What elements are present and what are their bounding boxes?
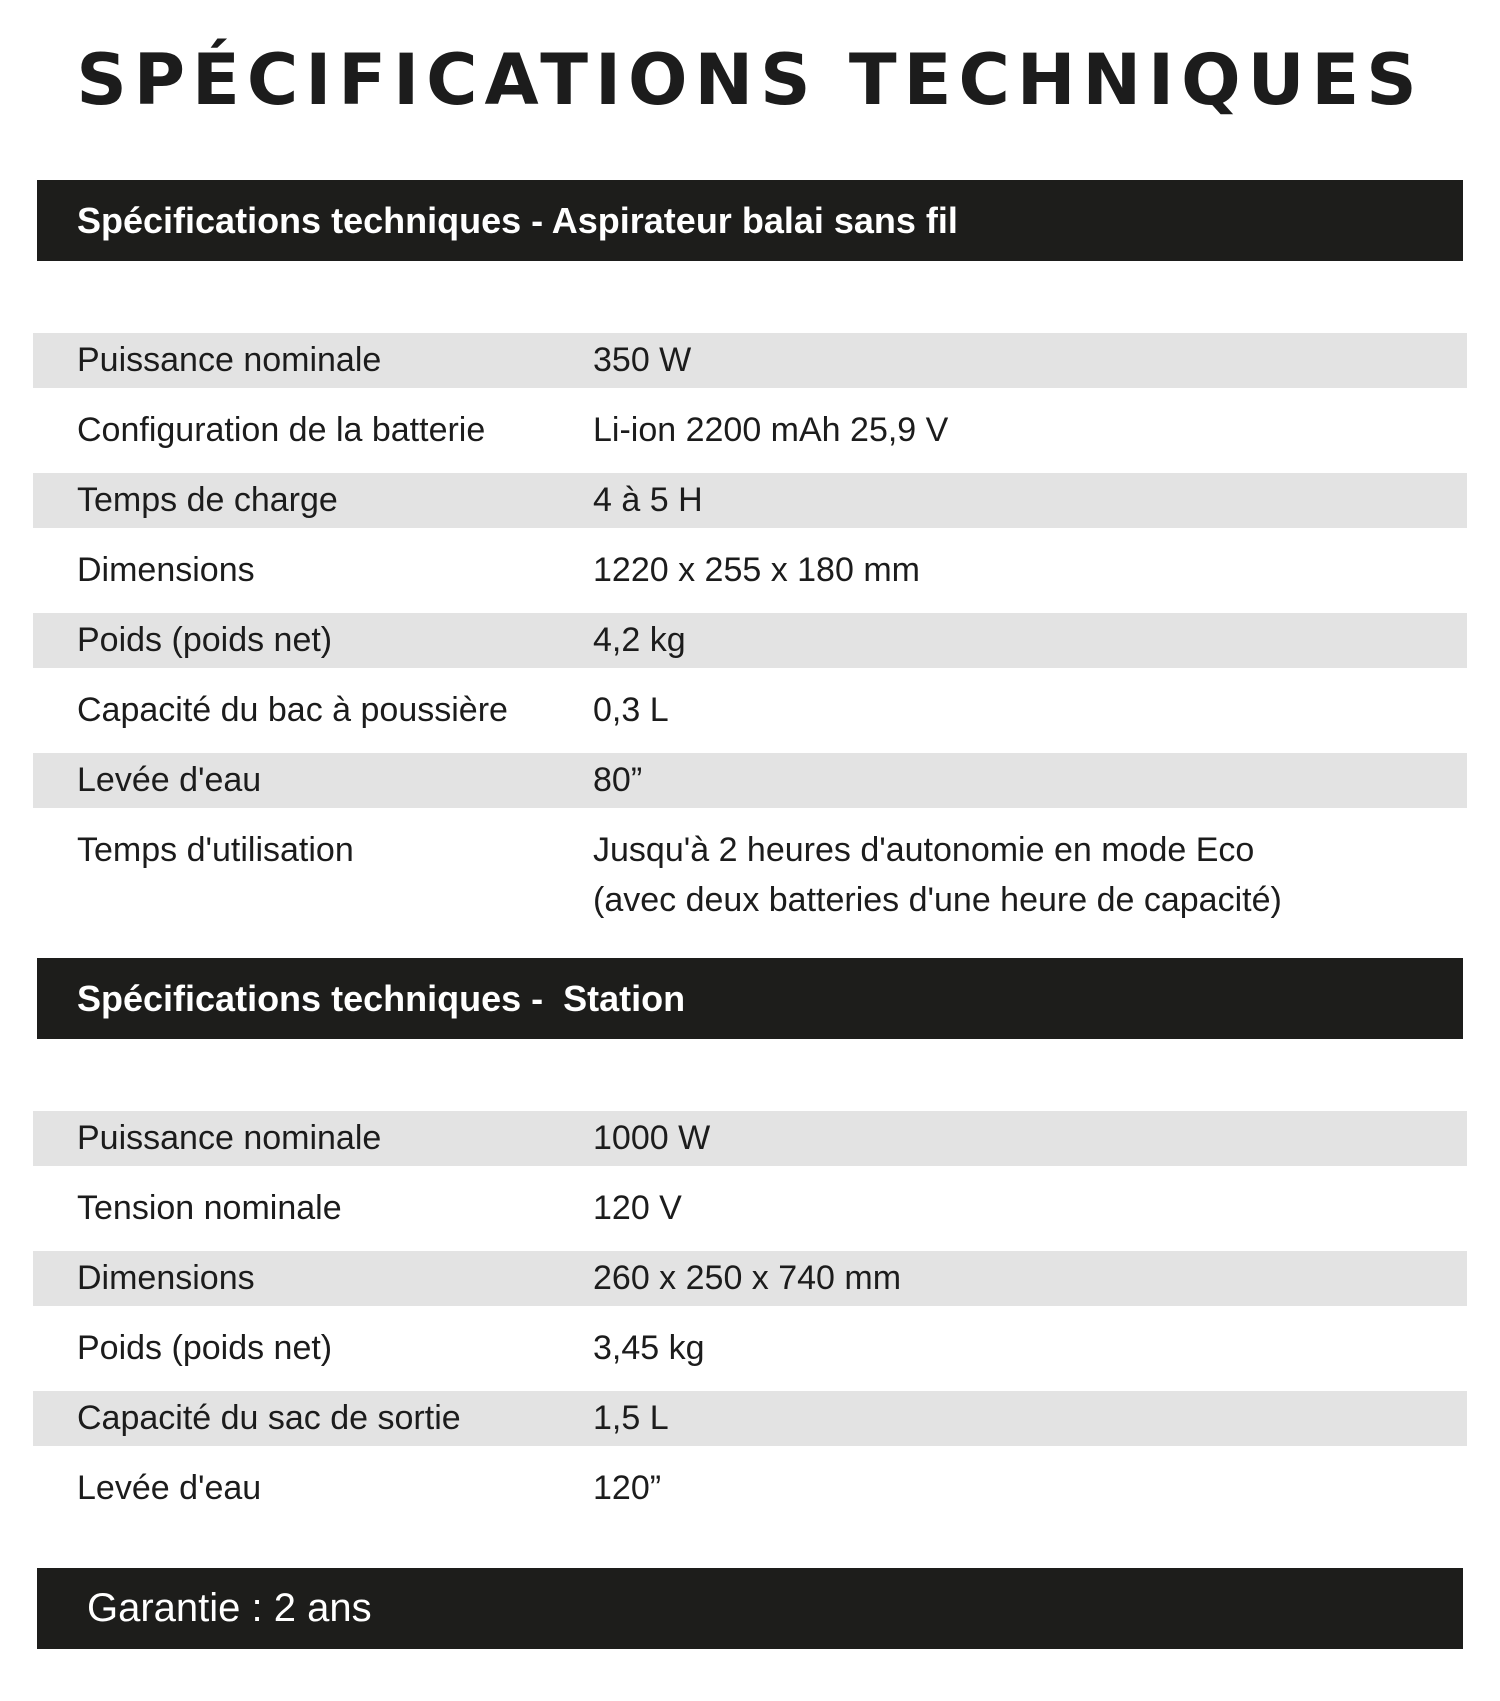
spec-row: [33, 1111, 1467, 1166]
spec-row: [33, 823, 1467, 933]
spec-row: [33, 473, 1467, 528]
warranty-text: Garantie : 2 ans: [87, 1586, 372, 1630]
spec-label: Capacité du sac de sortie: [77, 1399, 461, 1437]
page-title: SPÉCIFICATIONS TECHNIQUES: [76, 39, 1424, 121]
warranty-bar: [37, 1568, 1463, 1649]
spec-value: 120”: [593, 1469, 662, 1507]
spec-label: Puissance nominale: [77, 341, 382, 379]
spec-value: 4,2 kg: [593, 621, 686, 659]
spec-row: [33, 1461, 1467, 1516]
section-header-vacuum: [37, 180, 1463, 261]
spec-row: [33, 683, 1467, 738]
spec-label: Poids (poids net): [77, 1329, 333, 1367]
spec-label: Temps d'utilisation: [77, 831, 354, 869]
spec-label: Temps de charge: [77, 481, 338, 519]
spec-row: [33, 613, 1467, 668]
spec-label: Levée d'eau: [77, 761, 262, 799]
spec-value: 350 W: [593, 341, 692, 379]
spec-row: [33, 403, 1467, 458]
spec-label: Poids (poids net): [77, 621, 333, 659]
spec-value: 4 à 5 H: [593, 481, 703, 519]
section-heading-vacuum: Spécifications techniques - Aspirateur balai sans fil: [77, 199, 958, 241]
spec-label: Puissance nominale: [77, 1119, 382, 1157]
spec-value: 0,3 L: [593, 691, 669, 729]
section-heading-station: Spécifications techniques - Station: [77, 977, 686, 1019]
spec-value: 120 V: [593, 1189, 682, 1227]
spec-row: [33, 543, 1467, 598]
spec-label: Levée d'eau: [77, 1469, 262, 1507]
spec-label: Dimensions: [77, 551, 255, 589]
spec-row: [33, 1321, 1467, 1376]
spec-value: 3,45 kg: [593, 1329, 705, 1367]
spec-table-vacuum: [33, 333, 1467, 933]
spec-value-line: Jusqu'à 2 heures d'autonomie en mode Eco: [593, 831, 1255, 869]
spec-value: 260 x 250 x 740 mm: [593, 1259, 902, 1297]
section-header-station: [37, 958, 1463, 1039]
spec-value: 1220 x 255 x 180 mm: [593, 551, 920, 589]
spec-value: 1,5 L: [593, 1399, 669, 1437]
spec-table-station: [33, 1111, 1467, 1516]
spec-row: [33, 1251, 1467, 1306]
spec-value: [593, 823, 1467, 933]
spec-label: Tension nominale: [77, 1189, 342, 1227]
spec-row: [33, 1391, 1467, 1446]
spec-row: [33, 333, 1467, 388]
spec-label: Dimensions: [77, 1259, 255, 1297]
spec-value-line: (avec deux batteries d'une heure de capacité): [593, 881, 1282, 919]
spec-value: 80”: [593, 761, 643, 799]
spec-row: [33, 753, 1467, 808]
spec-label: Configuration de la batterie: [77, 411, 486, 449]
spec-value: Li-ion 2200 mAh 25,9 V: [593, 411, 949, 449]
spec-row: [33, 1181, 1467, 1236]
spec-label: Capacité du bac à poussière: [77, 691, 508, 729]
spec-value: 1000 W: [593, 1119, 711, 1157]
